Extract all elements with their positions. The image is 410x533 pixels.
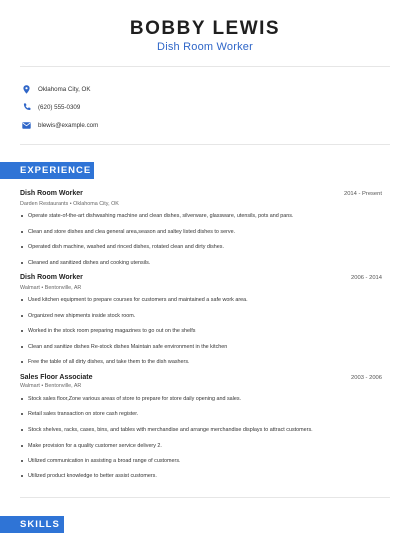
bullet-dot xyxy=(21,475,23,477)
job-bullet xyxy=(21,411,381,417)
bullet-dot xyxy=(21,215,23,217)
location-pin-icon xyxy=(22,84,31,94)
job-bullet xyxy=(21,458,381,464)
bullet-text: Utilized communication in assisting a broad range of customers. xyxy=(28,458,181,464)
email-link[interactable]: blewis@example.com xyxy=(38,121,99,129)
bullet-text: Stock sales floor,Zone various areas of store to prepare for store daily opening and sales. xyxy=(28,396,242,402)
job-bullet xyxy=(21,229,381,235)
job-company: Walmart • Bentonville, AR xyxy=(20,383,82,389)
bullet-dot xyxy=(21,262,23,264)
bullet-text: Used kitchen equipment to prepare courses for customers and maintained a safe work area. xyxy=(28,297,248,303)
candidate-role: Dish Room Worker xyxy=(157,41,253,53)
bullet-dot xyxy=(21,299,23,301)
section-header-skills: SKILLS xyxy=(0,516,64,533)
job-bullet xyxy=(21,213,381,219)
divider xyxy=(20,497,390,498)
bullet-dot xyxy=(21,231,23,233)
bullet-dot xyxy=(21,315,23,317)
contact-location xyxy=(22,83,91,95)
job-dates: 2014 - Present xyxy=(343,191,382,197)
bullet-dot xyxy=(21,361,23,363)
email-icon xyxy=(22,120,31,130)
bullet-text: Utilized product knowledge to better assist customers. xyxy=(28,473,157,479)
phone-icon xyxy=(22,102,31,112)
bullet-text: Cleaned and sanitized dishes and cooking utensils. xyxy=(28,260,151,266)
job-dates: 2003 - 2006 xyxy=(351,375,382,381)
bullet-dot xyxy=(21,346,23,348)
job-bullet xyxy=(21,473,381,479)
job-bullet xyxy=(21,359,381,365)
location-text: Oklahoma City, OK xyxy=(38,85,91,93)
job-title: Dish Room Worker xyxy=(20,190,83,197)
bullet-text: Clean and store dishes and clea general area,season and saltey listed dishes to serve. xyxy=(28,229,236,235)
bullet-dot xyxy=(21,460,23,462)
contact-phone xyxy=(22,101,80,113)
job-dates: 2006 - 2014 xyxy=(351,275,382,281)
bullet-dot xyxy=(21,398,23,400)
bullet-text: Retail sales transaction on store cash register. xyxy=(28,411,139,417)
divider xyxy=(20,66,390,67)
bullet-text: Worked in the stock room preparing magazines to go out on the shelfs xyxy=(28,328,196,334)
job-bullet xyxy=(21,297,381,303)
bullet-text: Free the table of all dirty dishes, and take them to the dish washers. xyxy=(28,359,190,365)
bullet-text: Make provision for a quality customer service delivery 2. xyxy=(28,443,162,449)
divider xyxy=(20,144,390,145)
bullet-text: Operate state-of-the-art dishwashing machine and clean dishes, silverware, glassware, utensils, pots and pans. xyxy=(28,213,294,219)
job-bullet xyxy=(21,244,381,250)
bullet-dot xyxy=(21,413,23,415)
bullet-text: Organized new shipments inside stock room. xyxy=(28,313,136,319)
bullet-text: Clean and sanitize dishes Re-stock dishes Maintain safe environment in the kitchen xyxy=(28,344,228,350)
candidate-name: BOBBY LEWIS xyxy=(129,18,281,39)
section-header-experience: EXPERIENCE xyxy=(0,162,94,179)
job-company: Darden Restaurants • Oklahoma City, OK xyxy=(20,201,119,207)
bullet-dot xyxy=(21,246,23,248)
job-title: Dish Room Worker xyxy=(20,274,83,281)
bullet-dot xyxy=(21,429,23,431)
job-bullet xyxy=(21,328,381,334)
job-bullet xyxy=(21,344,381,350)
contact-email[interactable] xyxy=(22,119,98,131)
bullet-text: Stock shelves, racks, cases, bins, and tables with merchandise and arrange merchandise displays to attract customers. xyxy=(28,427,313,433)
job-bullet xyxy=(21,427,381,433)
bullet-text: Operated dish machine, washed and rinced dishes, rotated clean and dirty dishes. xyxy=(28,244,224,250)
bullet-dot xyxy=(21,445,23,447)
job-bullet xyxy=(21,260,381,266)
job-bullet xyxy=(21,313,381,319)
bullet-dot xyxy=(21,330,23,332)
phone-text: (620) 555-0309 xyxy=(38,103,81,111)
job-bullet xyxy=(21,443,381,449)
job-title: Sales Floor Associate xyxy=(20,374,93,381)
job-bullet xyxy=(21,396,381,402)
job-company: Walmart • Bentonville, AR xyxy=(20,285,82,291)
